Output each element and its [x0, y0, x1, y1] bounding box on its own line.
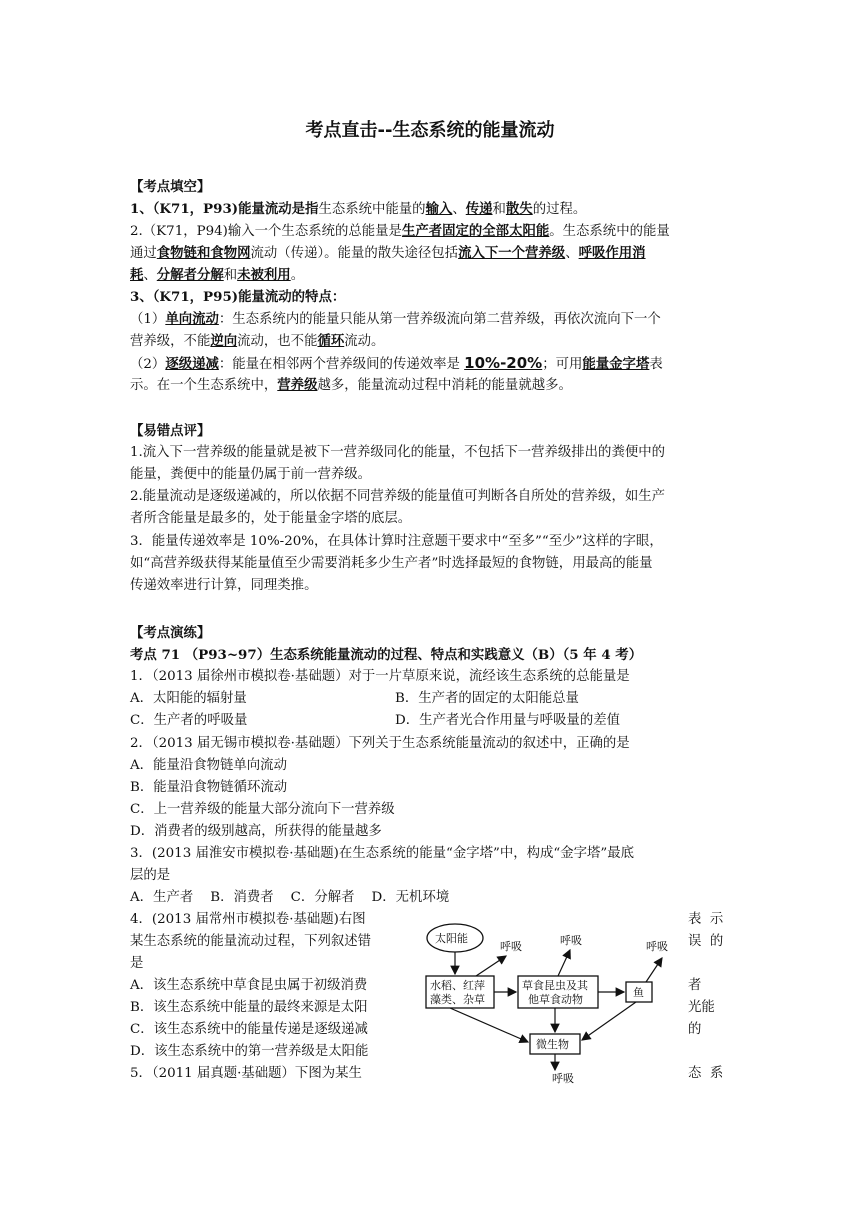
page-title: 考点直击--生态系统的能量流动 — [305, 120, 555, 141]
question-3-cont: 层的是 — [130, 868, 171, 883]
fill-line-2: 2.（K71，P94)输入一个生态系统的总能量是生产者固定的全部太阳能。生态系统中的能量 — [130, 223, 670, 239]
question-5-line: 5．（2011 届真题·基础题）下图为某生 — [130, 1066, 362, 1081]
practice-topic: 考点 71 （P93~97）生态系统能量流动的过程、特点和实践意义（B）（5 年 4 考） — [130, 647, 643, 663]
question-3: 3．(2013 届淮安市模拟卷·基础题)在生态系统的能量“金字塔”中，构成“金字塔”最底 — [130, 846, 635, 861]
errors-line: 者所含能量是最多的，处于能量金字塔的底层。 — [130, 511, 412, 526]
herbivore-label: 他草食动物 — [528, 993, 583, 1006]
fill-line-6: （1）单向流动：生态系统内的能量只能从第一营养级流向第二营养级，再依次流向下一个 — [130, 311, 661, 327]
question-1: 1．（2013 届徐州市模拟卷·基础题）对于一片草原来说，流经该生态系统的总能量是 — [130, 669, 630, 684]
fish-label: 鱼 — [633, 986, 644, 999]
option-b: B．能量沿食物链循环流动 — [130, 780, 288, 795]
decomposer-label: 微生物 — [536, 1038, 569, 1051]
question-4-line: C．该生态系统中的能量传递是逐级递减 — [130, 1022, 368, 1037]
respiration-label: 呼吸 — [500, 940, 522, 953]
option-d: D．消费者的级别越高，所获得的能量越多 — [130, 824, 382, 839]
question-4-line: A．该生态系统中草食昆虫属于初级消费 — [130, 978, 368, 993]
energy-flow-diagram — [420, 916, 682, 1088]
option-c: C．上一营养级的能量大部分流向下一营养级 — [130, 802, 395, 817]
herbivore-label: 草食昆虫及其 — [522, 979, 588, 992]
flow-arrow — [450, 1008, 528, 1042]
respiration-label: 呼吸 — [552, 1072, 574, 1085]
question-4-line: 某生态系统的能量流动过程，下列叙述错 — [130, 934, 372, 949]
question-4-right: 表 示 — [688, 912, 724, 927]
question-4-line: 4．(2013 届常州市模拟卷·基础题)右图 — [130, 912, 366, 927]
question-4-right: 的 — [688, 1022, 702, 1037]
fill-line-1: 1、（K71，P93)能量流动是指生态系统中能量的输入、传递和散失的过程。 — [130, 201, 587, 217]
errors-line: 1.流入下一营养级的能量就是被下一营养级同化的能量，不包括下一营养级排出的粪便中的 — [130, 445, 666, 460]
option-c: C．生产者的呼吸量 — [130, 713, 248, 728]
errors-line: 2.能量流动是逐级递减的，所以依据不同营养级的能量值可判断各自所处的营养级，如生产 — [130, 489, 666, 504]
question-4-line: D．该生态系统中的第一营养级是太阳能 — [130, 1044, 369, 1059]
flow-arrow — [646, 958, 662, 982]
option-a: A．太阳能的辐射量 — [130, 691, 247, 706]
sun-label: 太阳能 — [435, 932, 468, 945]
question-4-right: 者 — [688, 978, 702, 993]
question-3-options: A．生产者 B．消费者 C．分解者 D．无机环境 — [130, 890, 450, 905]
flow-arrow — [558, 950, 570, 976]
respiration-label: 呼吸 — [646, 940, 668, 953]
practice-header: 【考点演练】 — [130, 625, 211, 641]
errors-line: 如“高营养级获得某能量值至少需要消耗多少生产者”时选择最短的食物链，用最高的能量 — [130, 556, 653, 571]
respiration-label: 呼吸 — [560, 934, 582, 947]
question-4-right: 光能 — [688, 1000, 715, 1015]
errors-line: 3．能量传递效率是 10%-20%，在具体计算时注意题干要求中“至多”“至少”这样的字眼， — [130, 534, 663, 549]
fill-line-8: （2）逐级递减：能量在相邻两个营养级间的传递效率是 10%-20%；可用能量金字塔表 — [130, 354, 663, 372]
question-4-line: 是 — [130, 956, 144, 971]
flow-arrow — [476, 956, 506, 976]
producer-label: 藻类、杂草 — [430, 993, 485, 1006]
question-2: 2．（2013 届无锡市模拟卷·基础题）下列关于生态系统能量流动的叙述中，正确的是 — [130, 736, 630, 751]
errors-line: 能量，粪便中的能量仍属于前一营养级。 — [130, 467, 372, 482]
fill-header: 【考点填空】 — [130, 179, 211, 195]
option-d: D．生产者光合作用量与呼吸量的差值 — [395, 713, 620, 728]
fill-line-5: 3、（K71，P95)能量流动的特点： — [130, 289, 346, 305]
producer-label: 水稻、红萍 — [430, 979, 485, 992]
question-4-right: 误 的 — [688, 934, 724, 949]
question-5-right: 态 系 — [688, 1066, 724, 1081]
fill-line-7: 营养级，不能逆向流动，也不能循环流动。 — [130, 333, 385, 349]
fill-line-3: 通过食物链和食物网流动（传递）。能量的散失途径包括流入下一个营养级、呼吸作用消 — [130, 245, 646, 261]
errors-line: 传递效率进行计算，同理类推。 — [130, 578, 318, 593]
fill-line-4: 耗、分解者分解和未被利用。 — [130, 267, 305, 283]
question-4-line: B．该生态系统中能量的最终来源是太阳 — [130, 1000, 368, 1015]
option-b: B．生产者的固定的太阳能总量 — [395, 691, 579, 706]
errors-header: 【易错点评】 — [130, 423, 211, 439]
fill-line-9: 示。在一个生态系统中，营养级越多，能量流动过程中消耗的能量就越多。 — [130, 377, 572, 393]
option-a: A．能量沿食物链单向流动 — [130, 758, 287, 773]
